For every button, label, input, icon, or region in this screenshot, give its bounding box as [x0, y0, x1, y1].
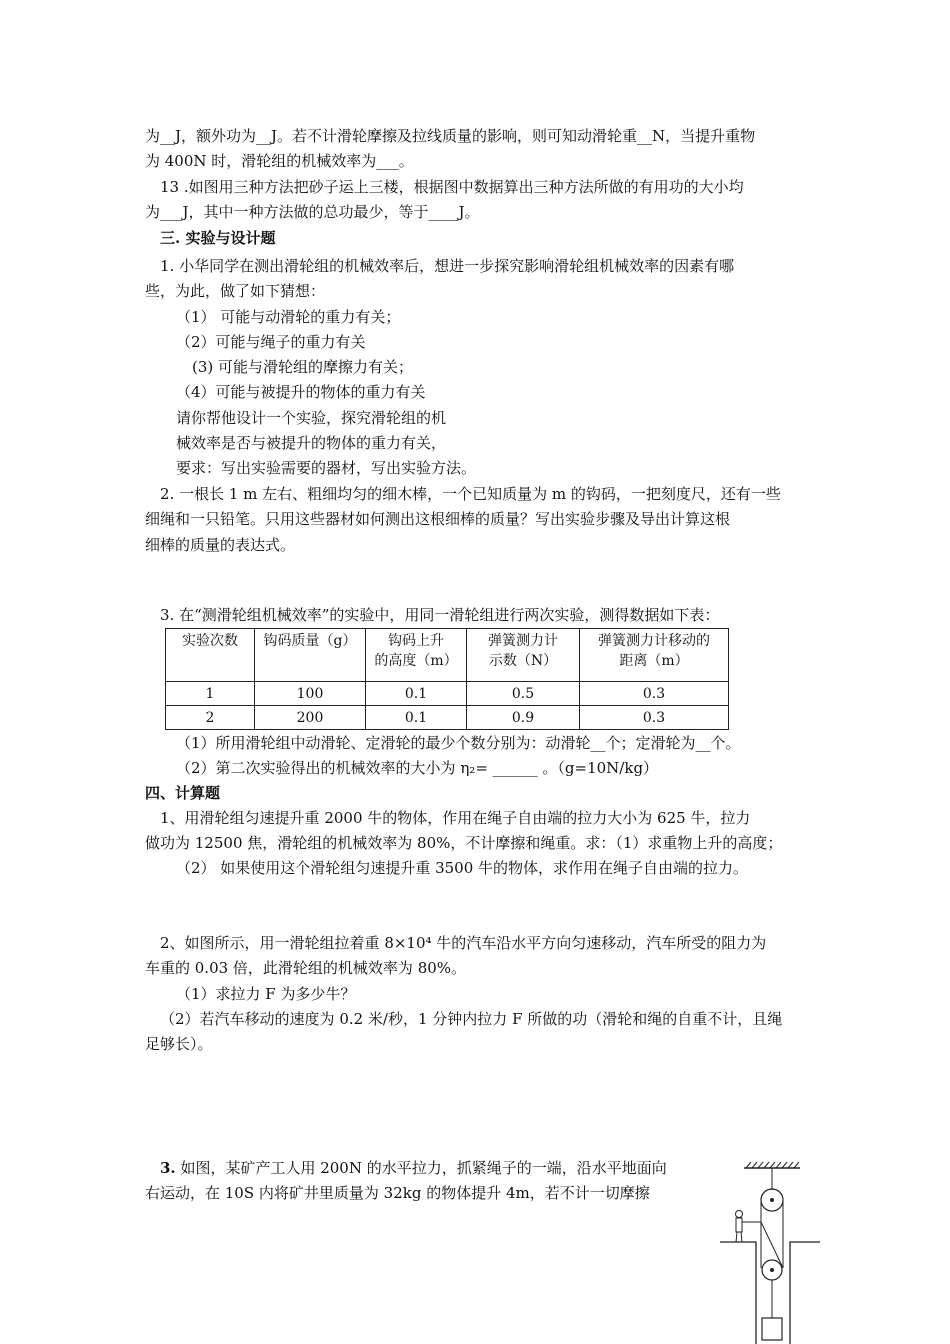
table-header-cell: 钩码质量（g）: [255, 629, 366, 682]
table-row: [166, 706, 729, 730]
text-line: 右运动，在 10S 内将矿井里质量为 32kg 的物体提升 4m，若不计一切摩擦: [145, 1184, 650, 1202]
text-line: 细绳和一只铅笔。只用这些器材如何测出这根细棒的质量？写出实验步骤及导出计算这根: [145, 510, 731, 528]
ground-left: [720, 1242, 756, 1344]
experiment-2: 2. 一根长 1 m 左右、粗细均匀的细木棒，一个已知质量为 m 的钩码，一把刻度尺，还有一些: [160, 485, 781, 503]
rope: [761, 1222, 783, 1268]
text-line: 足够长）。: [145, 1035, 213, 1053]
text-line: 为 400N 时，滑轮组的机械效率为___。: [145, 152, 414, 170]
calc-problem-2: 2、如图所示，用一滑轮组拉着重 8×10⁴ 牛的汽车沿水平方向匀速移动，汽车所受的阻力为: [160, 934, 767, 952]
guess-1: （1） 可能与动滑轮的重力有关；: [176, 308, 401, 326]
text-line: （1）求拉力 F 为多少牛？: [176, 985, 356, 1003]
fixed-pulley-axle: [770, 1198, 774, 1202]
table-cell: 0.1: [366, 706, 467, 730]
calc-problem-3: [160, 1158, 667, 1178]
text-line: 请你帮他设计一个实验，探究滑轮组的机: [176, 409, 447, 427]
guess-2: （2）可能与绳子的重力有关: [176, 333, 366, 351]
ground-right: [790, 1242, 820, 1344]
problem-text: 如图，某矿产工人用 200N 的水平拉力，抓紧绳子的一端，沿水平地面向: [175, 1159, 667, 1177]
mine-pulley-diagram: [716, 1160, 824, 1344]
worker-body: [736, 1218, 742, 1232]
text-line: 要求：写出实验需要的器材，写出实验方法。: [176, 459, 477, 477]
table-cell: 0.9: [467, 706, 580, 730]
table-cell: 0.1: [366, 682, 467, 706]
text-line: 为__J，额外功为__J。若不计滑轮摩擦及拉线质量的影响，则可知动滑轮重__N，当提升重物: [145, 127, 756, 145]
text-line: 为___J，其中一种方法做的总功最少，等于____J。: [145, 203, 480, 221]
table-header-cell: 弹簧测力计 示数（N）: [467, 629, 580, 682]
ceiling-hatching: [746, 1162, 799, 1168]
table-header-cell: 弹簧测力计移动的 距离（m）: [580, 629, 729, 682]
table-cell: 0.3: [580, 706, 729, 730]
table-header-row: [166, 629, 729, 682]
text-line: 做功为 12500 焦，滑轮组的机械效率为 80%，不计摩擦和绳重。求：（1）求重物上升的高度；: [145, 834, 783, 852]
experiment-1: 1. 小华同学在测出滑轮组的机械效率后，想进一步探究影响滑轮组机械效率的因素有哪: [160, 257, 735, 275]
question-13: 13 .如图用三种方法把砂子运上三楼，根据图中数据算出三种方法所做的有用功的大小均: [160, 178, 744, 196]
table-cell: 2: [166, 706, 255, 730]
table-cell: 0.5: [467, 682, 580, 706]
table-question-1: （1）所用滑轮组中动滑轮、定滑轮的最少个数分别为：动滑轮__个；定滑轮为__个。: [176, 734, 741, 752]
table-row: [166, 682, 729, 706]
table-question-2: （2）第二次实验得出的机械效率的大小为 η₂= ______ 。（g=10N/kg）: [176, 759, 659, 777]
section-3-heading: 三. 实验与设计题: [160, 229, 276, 247]
guess-3: (3) 可能与滑轮组的摩擦力有关；: [192, 358, 414, 376]
experiment-3: 3. 在“测滑轮组机械效率”的实验中，用同一滑轮组进行两次实验，测得数据如下表：: [160, 606, 720, 624]
table-header-cell: 实验次数: [166, 629, 255, 682]
problem-number: 3.: [160, 1159, 176, 1177]
text-line: 械效率是否与被提升的物体的重力有关，: [176, 434, 447, 452]
data-table: [165, 628, 729, 730]
table-header-cell: 钩码上升 的高度（m）: [366, 629, 467, 682]
section-4-heading: 四、计算题: [145, 784, 221, 802]
table-cell: 100: [255, 682, 366, 706]
movable-pulley-axle: [770, 1268, 774, 1272]
load-box: [762, 1318, 782, 1340]
table-cell: 0.3: [580, 682, 729, 706]
text-line: 些，为此，做了如下猜想：: [145, 282, 326, 300]
calc-problem-1: 1、用滑轮组匀速提升重 2000 牛的物体，作用在绳子自由端的拉力大小为 625 牛，拉力: [160, 809, 751, 827]
table-cell: 200: [255, 706, 366, 730]
text-line: 细棒的质量的表达式。: [145, 536, 296, 554]
text-line: （2）若汽车移动的速度为 0.2 米/秒，1 分钟内拉力 F 所做的功（滑轮和绳的自重不计，且绳: [160, 1010, 783, 1028]
worker-head: [736, 1211, 743, 1218]
text-line: （2） 如果使用这个滑轮组匀速提升重 3500 牛的物体，求作用在绳子自由端的拉力。: [176, 859, 749, 877]
text-line: 车重的 0.03 倍，此滑轮组的机械效率为 80%。: [145, 959, 467, 977]
guess-4: （4）可能与被提升的物体的重力有关: [176, 383, 426, 401]
table-cell: 1: [166, 682, 255, 706]
